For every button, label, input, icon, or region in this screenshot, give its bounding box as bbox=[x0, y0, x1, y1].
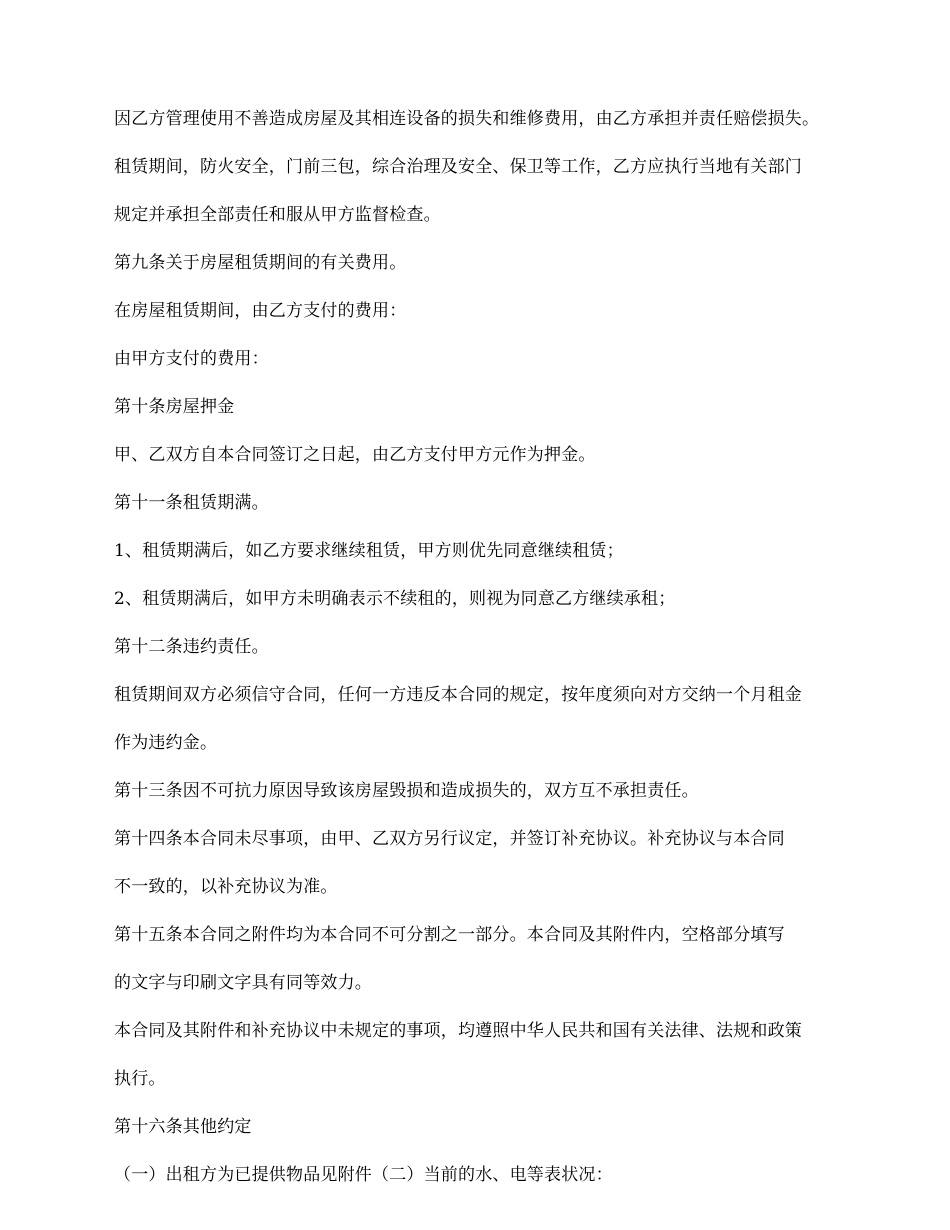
paragraph-9-article-11: 第十一条租赁期满。 bbox=[114, 493, 269, 513]
paragraph-16-article-14: 第十四条本合同未尽事项，由甲、乙双方另行议定，并签订补充协议。补充协议与本合同 bbox=[114, 829, 785, 849]
paragraph-6: 由甲方支付的费用： bbox=[114, 349, 269, 369]
paragraph-7-article-10: 第十条房屋押金 bbox=[114, 397, 235, 417]
paragraph-12-article-12: 第十二条违约责任。 bbox=[114, 637, 269, 657]
paragraph-18-article-15: 第十五条本合同之附件均为本合同不可分割之一部分。本合同及其附件内，空格部分填写 bbox=[114, 925, 785, 945]
paragraph-3: 规定并承担全部责任和服从甲方监督检查。 bbox=[114, 205, 441, 225]
paragraph-13: 租赁期间双方必须信守合同，任何一方违反本合同的规定，按年度须向对方交纳一个月租金 bbox=[114, 685, 802, 705]
paragraph-8: 甲、乙双方自本合同签订之日起，由乙方支付甲方元作为押金。 bbox=[114, 445, 596, 465]
paragraph-15-article-13: 第十三条因不可抗力原因导致该房屋毁损和造成损失的，双方互不承担责任。 bbox=[114, 781, 699, 801]
paragraph-23: （一）出租方为已提供物品见附件（二）当前的水、电等表状况： bbox=[114, 1165, 613, 1185]
paragraph-11: 2、租赁期满后，如甲方未明确表示不续租的，则视为同意乙方继续承租； bbox=[114, 589, 676, 609]
paragraph-10: 1、租赁期满后，如乙方要求继续租赁，甲方则优先同意继续租赁； bbox=[114, 541, 624, 561]
paragraph-14: 作为违约金。 bbox=[114, 733, 218, 753]
document-body bbox=[114, 108, 840, 1186]
paragraph-2: 租赁期间，防火安全，门前三包，综合治理及安全、保卫等工作，乙方应执行当地有关部门 bbox=[114, 157, 802, 177]
paragraph-20: 本合同及其附件和补充协议中未规定的事项，均遵照中华人民共和国有关法律、法规和政策 bbox=[114, 1021, 802, 1041]
paragraph-5: 在房屋租赁期间，由乙方支付的费用： bbox=[114, 301, 407, 321]
paragraph-19: 的文字与印刷文字具有同等效力。 bbox=[114, 973, 372, 993]
paragraph-1: 因乙方管理使用不善造成房屋及其相连设备的损失和维修费用，由乙方承担并责任赔偿损失。 bbox=[114, 109, 820, 129]
paragraph-22-article-16: 第十六条其他约定 bbox=[114, 1117, 252, 1137]
paragraph-17: 不一致的，以补充协议为准。 bbox=[114, 877, 338, 897]
paragraph-4-article-9: 第九条关于房屋租赁期间的有关费用。 bbox=[114, 253, 407, 273]
paragraph-21: 执行。 bbox=[114, 1069, 166, 1089]
